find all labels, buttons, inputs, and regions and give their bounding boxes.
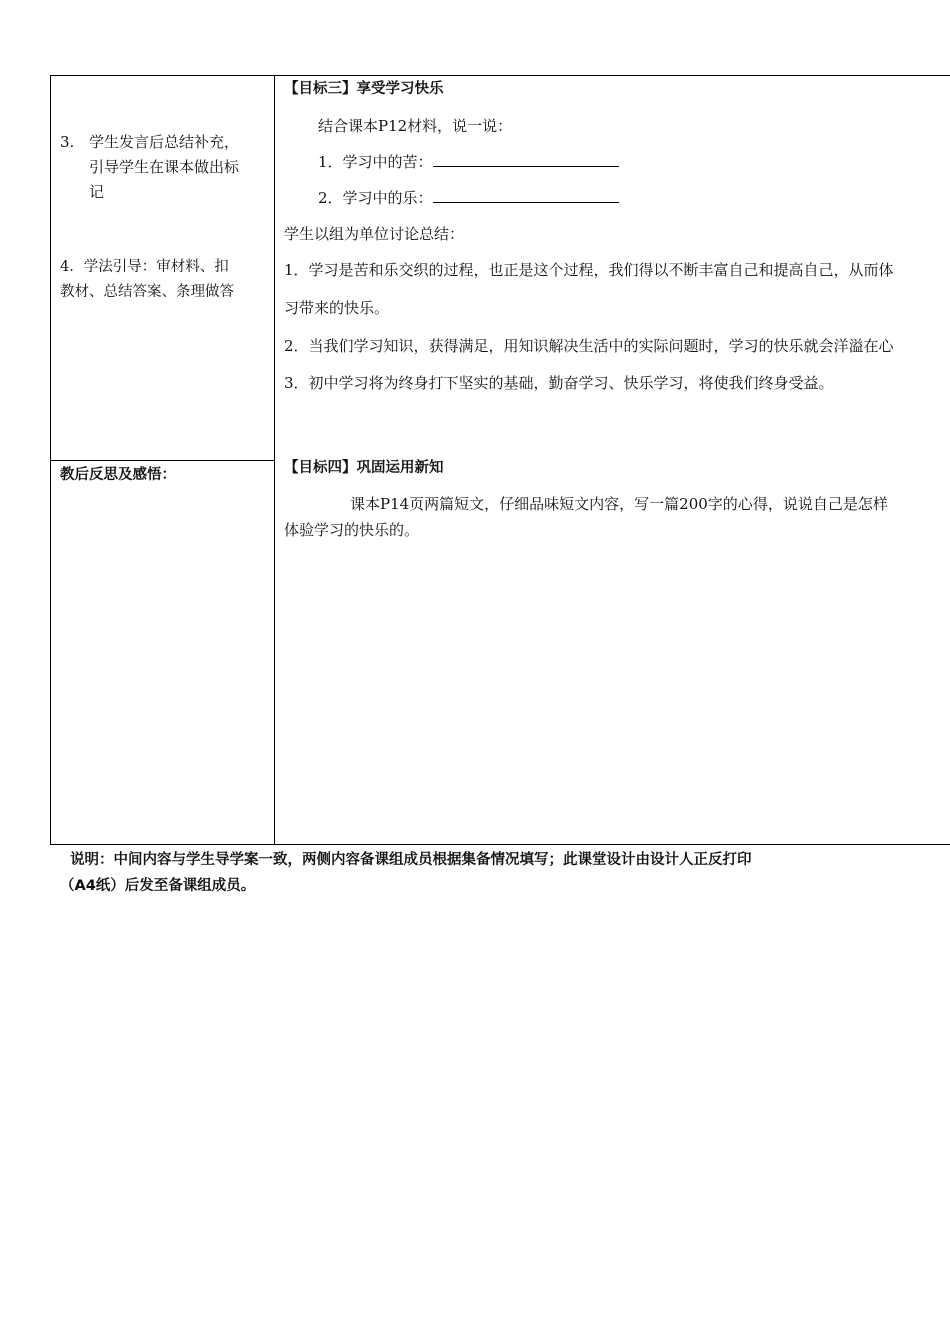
item4-line1: 4．学法引导：审材料、扣 <box>60 259 229 275</box>
goal3-question2 <box>318 188 619 208</box>
answer-blank[interactable] <box>433 152 619 167</box>
answer-blank[interactable] <box>433 188 619 203</box>
item3-line1: 学生发言后总结补充， <box>89 133 240 151</box>
footer-note-line2: （A4纸）后发至备课组成员。 <box>60 878 256 894</box>
goal3-title: 【目标三】享受学习快乐 <box>284 81 444 97</box>
item4-line2: 教材、总结答案、条理做答 <box>60 284 234 300</box>
goal3-question1 <box>318 152 619 172</box>
summary-point3: 3．初中学习将为终身打下坚实的基础，勤奋学习、快乐学习，将使我们终身受益。 <box>284 374 834 392</box>
summary-point1-line2: 习带来的快乐。 <box>284 299 390 317</box>
item3-line2: 引导学生在课本做出标 <box>89 158 240 176</box>
goal4-text-line2: 体验学习的快乐的。 <box>284 521 420 539</box>
footer-note-line1: 说明：中间内容与学生导学案一致，两侧内容备课组成员根据集备情况填写；此课堂设计由设计人正反打印 <box>70 852 752 868</box>
goal4-text-line1: 课本P14页两篇短文，仔细品味短文内容，写一篇200字的心得，说说自己是怎样 <box>350 495 888 513</box>
summary-point2: 2．当我们学习知识，获得满足，用知识解决生活中的实际问题时，学习的快乐就会洋溢在心 <box>284 337 894 355</box>
row-divider <box>50 460 275 461</box>
summary-point1-line1: 1．学习是苦和乐交织的过程，也正是这个过程，我们得以不断丰富自己和提高自己，从而体 <box>284 261 894 279</box>
goal4-title: 【目标四】巩固运用新知 <box>284 460 444 476</box>
item3-line3: 记 <box>89 183 105 201</box>
item3-number: 3. <box>60 133 75 151</box>
goal3-question2-label: 2．学习中的乐： <box>318 189 433 207</box>
goal3-question1-label: 1．学习中的苦： <box>318 153 433 171</box>
group-summary-label: 学生以组为单位讨论总结： <box>284 225 465 243</box>
goal3-intro: 结合课本P12材料，说一说： <box>318 117 513 135</box>
reflection-label: 教后反思及感悟： <box>60 467 176 483</box>
